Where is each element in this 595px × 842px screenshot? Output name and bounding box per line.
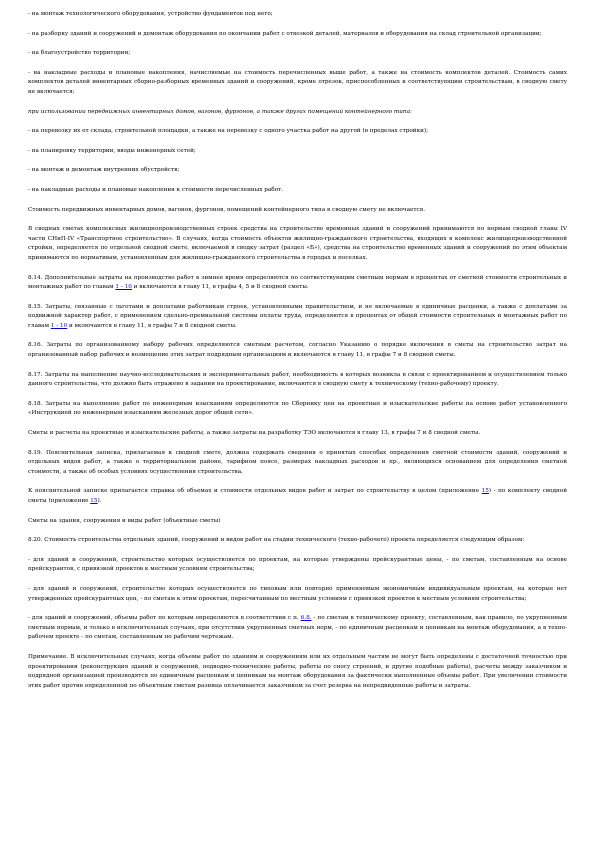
paragraph-text: 8.18. Затраты на выполнение работ по инженерным изысканиям определяются по Сборнику цен на проектные и изыскательские работы на основе работ установленного «Инструкцией по инженерным изысканиям железных дорог общей сети». bbox=[28, 400, 567, 417]
paragraph bbox=[28, 371, 567, 390]
paragraph bbox=[28, 186, 567, 196]
paragraph-text: - на накладные расходы и плановые накопления к стоимости перечисленных работ. bbox=[28, 186, 284, 193]
paragraph bbox=[28, 585, 567, 604]
paragraph-text: ). bbox=[97, 498, 102, 504]
paragraph bbox=[28, 127, 567, 137]
paragraph bbox=[28, 614, 567, 643]
reference-link[interactable]: 15 bbox=[90, 498, 98, 504]
paragraph bbox=[28, 10, 567, 20]
paragraph bbox=[28, 653, 567, 691]
paragraph-text: 8.20. Стоимость строительства отдельных зданий, сооружений и видов работ на стадии технического (техно-рабочего) проекта определяется следующим образом: bbox=[28, 537, 525, 544]
paragraph-text: - на накладные расходы и плановые накопления, начисляемые на стоимость перечисленных выше работ, а также на стоимость комплектов деталей. Стоимость самих комплектов деталей инвентарных сборно-разборных временных зданий и сооружений, кроме отрезок, приспособленных к соответствующим строительствам, в сводную смету не включается; bbox=[28, 69, 567, 95]
paragraph-text: Сметы на здания, сооружения и виды работ (объектные сметы) bbox=[28, 517, 221, 524]
paragraph bbox=[28, 206, 567, 216]
paragraph-text: 8.15. Затраты, связанные с льготами и доплатами работникам строек, установленными правительством, и не включаемые в единичные расценки, а также с доплатами за подвижной характер работ, с применением сдельно-премиальной системы оплаты труда, определяются в процентах от общей стоимости строительных и монтажных работ по главам bbox=[28, 303, 567, 329]
paragraph bbox=[28, 69, 567, 98]
paragraph bbox=[28, 556, 567, 575]
paragraph bbox=[28, 108, 567, 118]
paragraph-text: 8.14. Дополнительные затраты на производство работ в зимнее время определяются по соответствующим сметным нормам в процентах от сметной стоимости строительных и монтажных работ по главам bbox=[28, 274, 567, 291]
paragraph-text: - на благоустройство территории; bbox=[28, 50, 131, 57]
paragraph-text: - на монтаж и демонтаж внутренних обустройств; bbox=[28, 167, 180, 174]
paragraph-text: 8.16. Затраты по организованному набору рабочих определяются сметным расчетом, согласно Указанию о порядке включения в сметы на строительство затрат на организованный набор рабочих и возмещение этих затрат подрядным организациям и включаются в главу 11, в графы 7 и 8 сводной сметы. bbox=[28, 342, 567, 359]
paragraph-text: 8.19. Пояснительная записка, прилагаемая к сводной смете, должна содержать сведения о принятых способах определения сметной стоимости зданий, сооружений и отдельных видов работ, а также о территориальном районе, тарифном поясе, размерах накладных расходов и пр., являющихся основанием для определения сметной стоимости, а также об особых условиях осуществления строительства. bbox=[28, 449, 567, 475]
paragraph-text: при использовании передвижных инвентарных домов, вагонов, фургонов, а также других помещений контейнерного типа: bbox=[28, 108, 412, 115]
paragraph-text: - для зданий и сооружений, объемы работ по которым определяются в соответствии с п. bbox=[28, 615, 301, 622]
paragraph-text: и включаются в главу 11, в графы 7 и 8 сводной сметы. bbox=[67, 322, 237, 329]
section-heading bbox=[28, 517, 567, 527]
paragraph bbox=[28, 30, 567, 40]
paragraph bbox=[28, 429, 567, 439]
paragraph-text: - для зданий и сооружений, строительство которых осуществляется по проектам, на которые утверждены прейскурантные цены, - по сметам, составленным на основе прейскурантов, с привязкой проектов к местным условиям строительства; bbox=[28, 556, 567, 573]
paragraph bbox=[28, 225, 567, 263]
paragraph-text: Примечание. В исключительных случаях, когда объемы работ по зданиям и сооружениям или их отдельным частям не могут быть определены с достаточной точностью при проектировании (реконструкция зданий и сооружений, подводно-технические работы, работы по сносу строений, и другие подобные работы), расчеты между заказчиком и подрядной организацией производятся по единичным расценкам и ценникам на монтаж оборудования за фактически выполненные объемы работ. При увеличении стоимости этих работ против определенной по объектным сметам разница оплачивается заказчиком за счет резерва на непредвиденные работы и затраты. bbox=[28, 653, 567, 689]
paragraph bbox=[28, 449, 567, 478]
paragraph-text: - по сметам к техническому проекту, составленным, как правило, по укрупненным сметным нормам, и только в исключительных случаях, при отсутствии укрупненных сметных норм, - по единичным расценкам и ценникам на монтаж оборудования, а в техно-рабочем проекте - по сметам, составленным по рабочим чертежам. bbox=[28, 615, 567, 641]
paragraph-text: В сводных сметах комплексных жилищнопроизводственных строек средства на строительство временных зданий и сооружений принимаются по нормам сводной главы IV части СНиП-IV «Транспортное строительство». В случаях, когда стоимость объектов жилищно-гражданского строительства, входящих в комплекс жилищепроизводственной стройки, определяется по отдельной сводной смете, включаемой в сводку затрат (раздел «Б»), средства на строительство временных зданий и сооружений по этим объектам принимаются по нормативам, установленным для жилищно-гражданского строительства в городах и поселках. bbox=[28, 226, 567, 261]
paragraph bbox=[28, 274, 567, 293]
paragraph-text: и включаются в главу 11, в графы 4, 5 и 8 сводной сметы. bbox=[131, 284, 309, 291]
paragraph bbox=[28, 487, 567, 506]
paragraph-text: - на планировку территории, вводы инженерных сетей; bbox=[28, 147, 196, 154]
paragraph-text: - на перевозку их от склада, строительной площадки, а также на перевозку с одного участка работ на другой (в пределах стройки); bbox=[28, 128, 429, 135]
paragraph-text: - на разборку зданий и сооружений и демонтаж оборудования по окончании работ с отвозкой деталей, материалов и оборудования на склад строительной организации; bbox=[28, 30, 542, 37]
paragraph-text: Стоимость передвижных инвентарных домов, вагонов, фургонов, помещений контейнерного типа в сводную смету не включается. bbox=[28, 206, 426, 213]
paragraph bbox=[28, 341, 567, 360]
paragraph-text: - на монтаж технологического оборудования, устройство фундаментов под него; bbox=[28, 11, 273, 17]
paragraph bbox=[28, 400, 567, 419]
paragraph bbox=[28, 166, 567, 176]
reference-link[interactable]: 6.8. bbox=[300, 615, 312, 622]
paragraph-text: Сметы и расчеты на проектные и изыскательские работы, а также затраты на разработку ТЭО включаются в главу 13, в графы 7 и 8 сводной сметы. bbox=[28, 430, 481, 437]
reference-link[interactable]: 1 - 10 bbox=[115, 284, 132, 291]
paragraph-text: - для зданий и сооружений, строительство которых осуществляется по типовым или повторно применяемым экономичным индивидуальным проектам, на которые нет утвержденных прейскурантных цен, - по сметам к этим проектам, пересчитанным по местным условиям с привязкой проектов к местным условиям строительства; bbox=[28, 585, 567, 602]
paragraph-text: ) - по комплекту сводной сметы (приложение bbox=[28, 488, 567, 504]
paragraph bbox=[28, 49, 567, 59]
reference-link[interactable]: 1 - 10 bbox=[50, 322, 68, 329]
paragraph-text: 8.17. Затраты на выполнение научно-исследовательских и экспериментальных работ, необходимость в которых возникла в связи с проектированием и осуществлением только данного строительства, что должно быть отражено в задании на проектирование, включаются в сводную смету к техническому (техно-рабочему) проекту. bbox=[28, 371, 567, 388]
paragraph bbox=[28, 147, 567, 157]
paragraph-text: К пояснительной записке прилагается справка об объемах и стоимости отдельных видов работ и затрат по строительству в целом (приложение bbox=[28, 488, 482, 495]
paragraph bbox=[28, 303, 567, 332]
paragraph bbox=[28, 536, 567, 546]
reference-link[interactable]: 15 bbox=[481, 488, 489, 495]
